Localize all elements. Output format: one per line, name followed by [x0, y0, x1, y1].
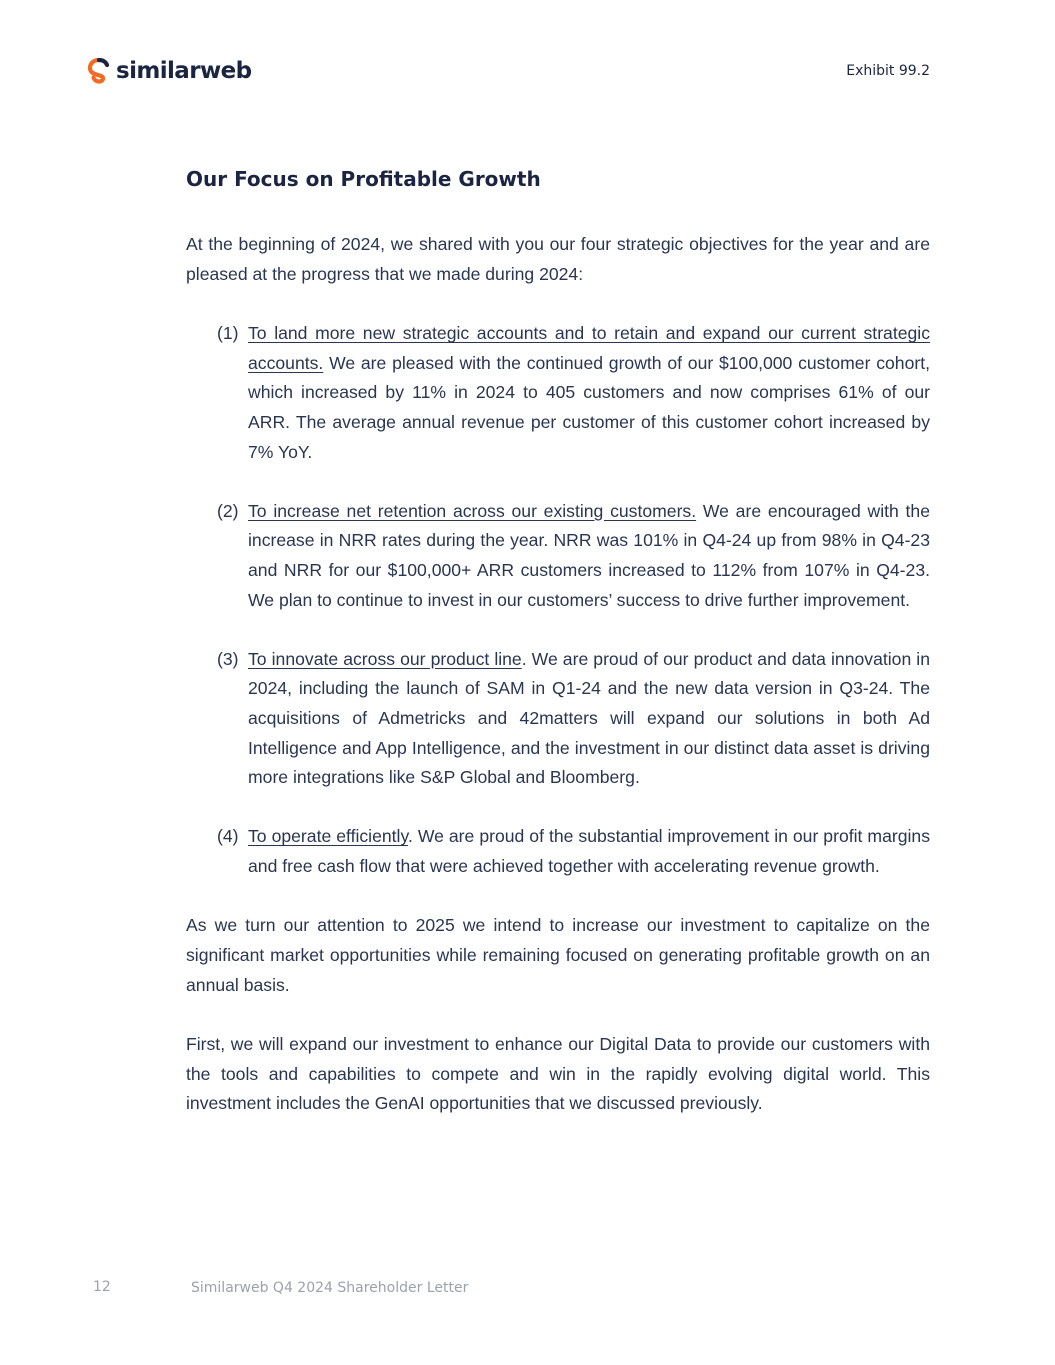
similarweb-logo-icon [88, 58, 110, 84]
objective-number: (3) [217, 648, 239, 669]
objective-text: We are pleased with the continued growth of our $100,000 customer cohort, which increased by 11% in 2024 to 405 customers and now comprises 61% of our ARR. The average annual revenue per customer of this customer cohort increased by 7% YoY. [248, 352, 930, 462]
objective-title: To land more new strategic accounts and to retain and expand our current strategic accounts. [248, 323, 930, 373]
investment-paragraph: First, we will expand our investment to enhance our Digital Data to provide our customers with the tools and capabilities to compete and win in the rapidly evolving digital world. This investment includes the GenAI opportunities that we discussed previously. [186, 1034, 930, 1114]
section-heading: Our Focus on Profitable Growth [186, 167, 541, 191]
objective-title: To increase net retention across our existing customers. [248, 500, 697, 521]
objective-text: We are encouraged with the increase in NRR rates during the year. NRR was 101% in Q4-24 up from 98% in Q4-23 and NRR for our $100,000+ ARR customers increased to 112% from 107% in Q4-23. We plan to continue to invest in our customers’ success to drive further improvement. [248, 500, 930, 610]
outlook-paragraph: As we turn our attention to 2025 we intend to increase our investment to capitalize on the significant market opportunities while remaining focused on generating profitable growth on an annual basis. [186, 915, 930, 995]
intro-paragraph: At the beginning of 2024, we shared with you our four strategic objectives for the year and are pleased at the progress that we made during 2024: [186, 234, 930, 284]
objective-item [186, 319, 930, 467]
objective-text: . We are proud of the substantial improvement in our profit margins and free cash flow that were achieved together with accelerating revenue growth. [248, 826, 930, 876]
strategic-objectives-list [186, 319, 930, 881]
objective-item [186, 497, 930, 615]
footer-document-title: Similarweb Q4 2024 Shareholder Letter [191, 1280, 469, 1296]
objective-text: . We are proud of our product and data innovation in 2024, including the launch of SAM in Q1-24 and the new data version in Q3-24. The acquisitions of Admetricks and 42matters will expand our solutions in both Ad Intelligence and App Intelligence, and the investment in our distinct data asset is driving more integrations like S&P Global and Bloomberg. [248, 648, 930, 788]
objective-number: (1) [217, 323, 239, 344]
objective-item [186, 822, 930, 881]
objective-title: To innovate across our product line [248, 648, 522, 669]
logo-text: similarweb [116, 58, 252, 84]
exhibit-label: Exhibit 99.2 [846, 63, 930, 79]
objective-item [186, 645, 930, 793]
objective-number: (4) [217, 826, 239, 847]
objective-number: (2) [217, 500, 239, 521]
page-number: 12 [93, 1279, 111, 1295]
main-content [186, 164, 930, 1149]
company-logo [88, 58, 251, 84]
objective-title: To operate efficiently [248, 826, 408, 847]
